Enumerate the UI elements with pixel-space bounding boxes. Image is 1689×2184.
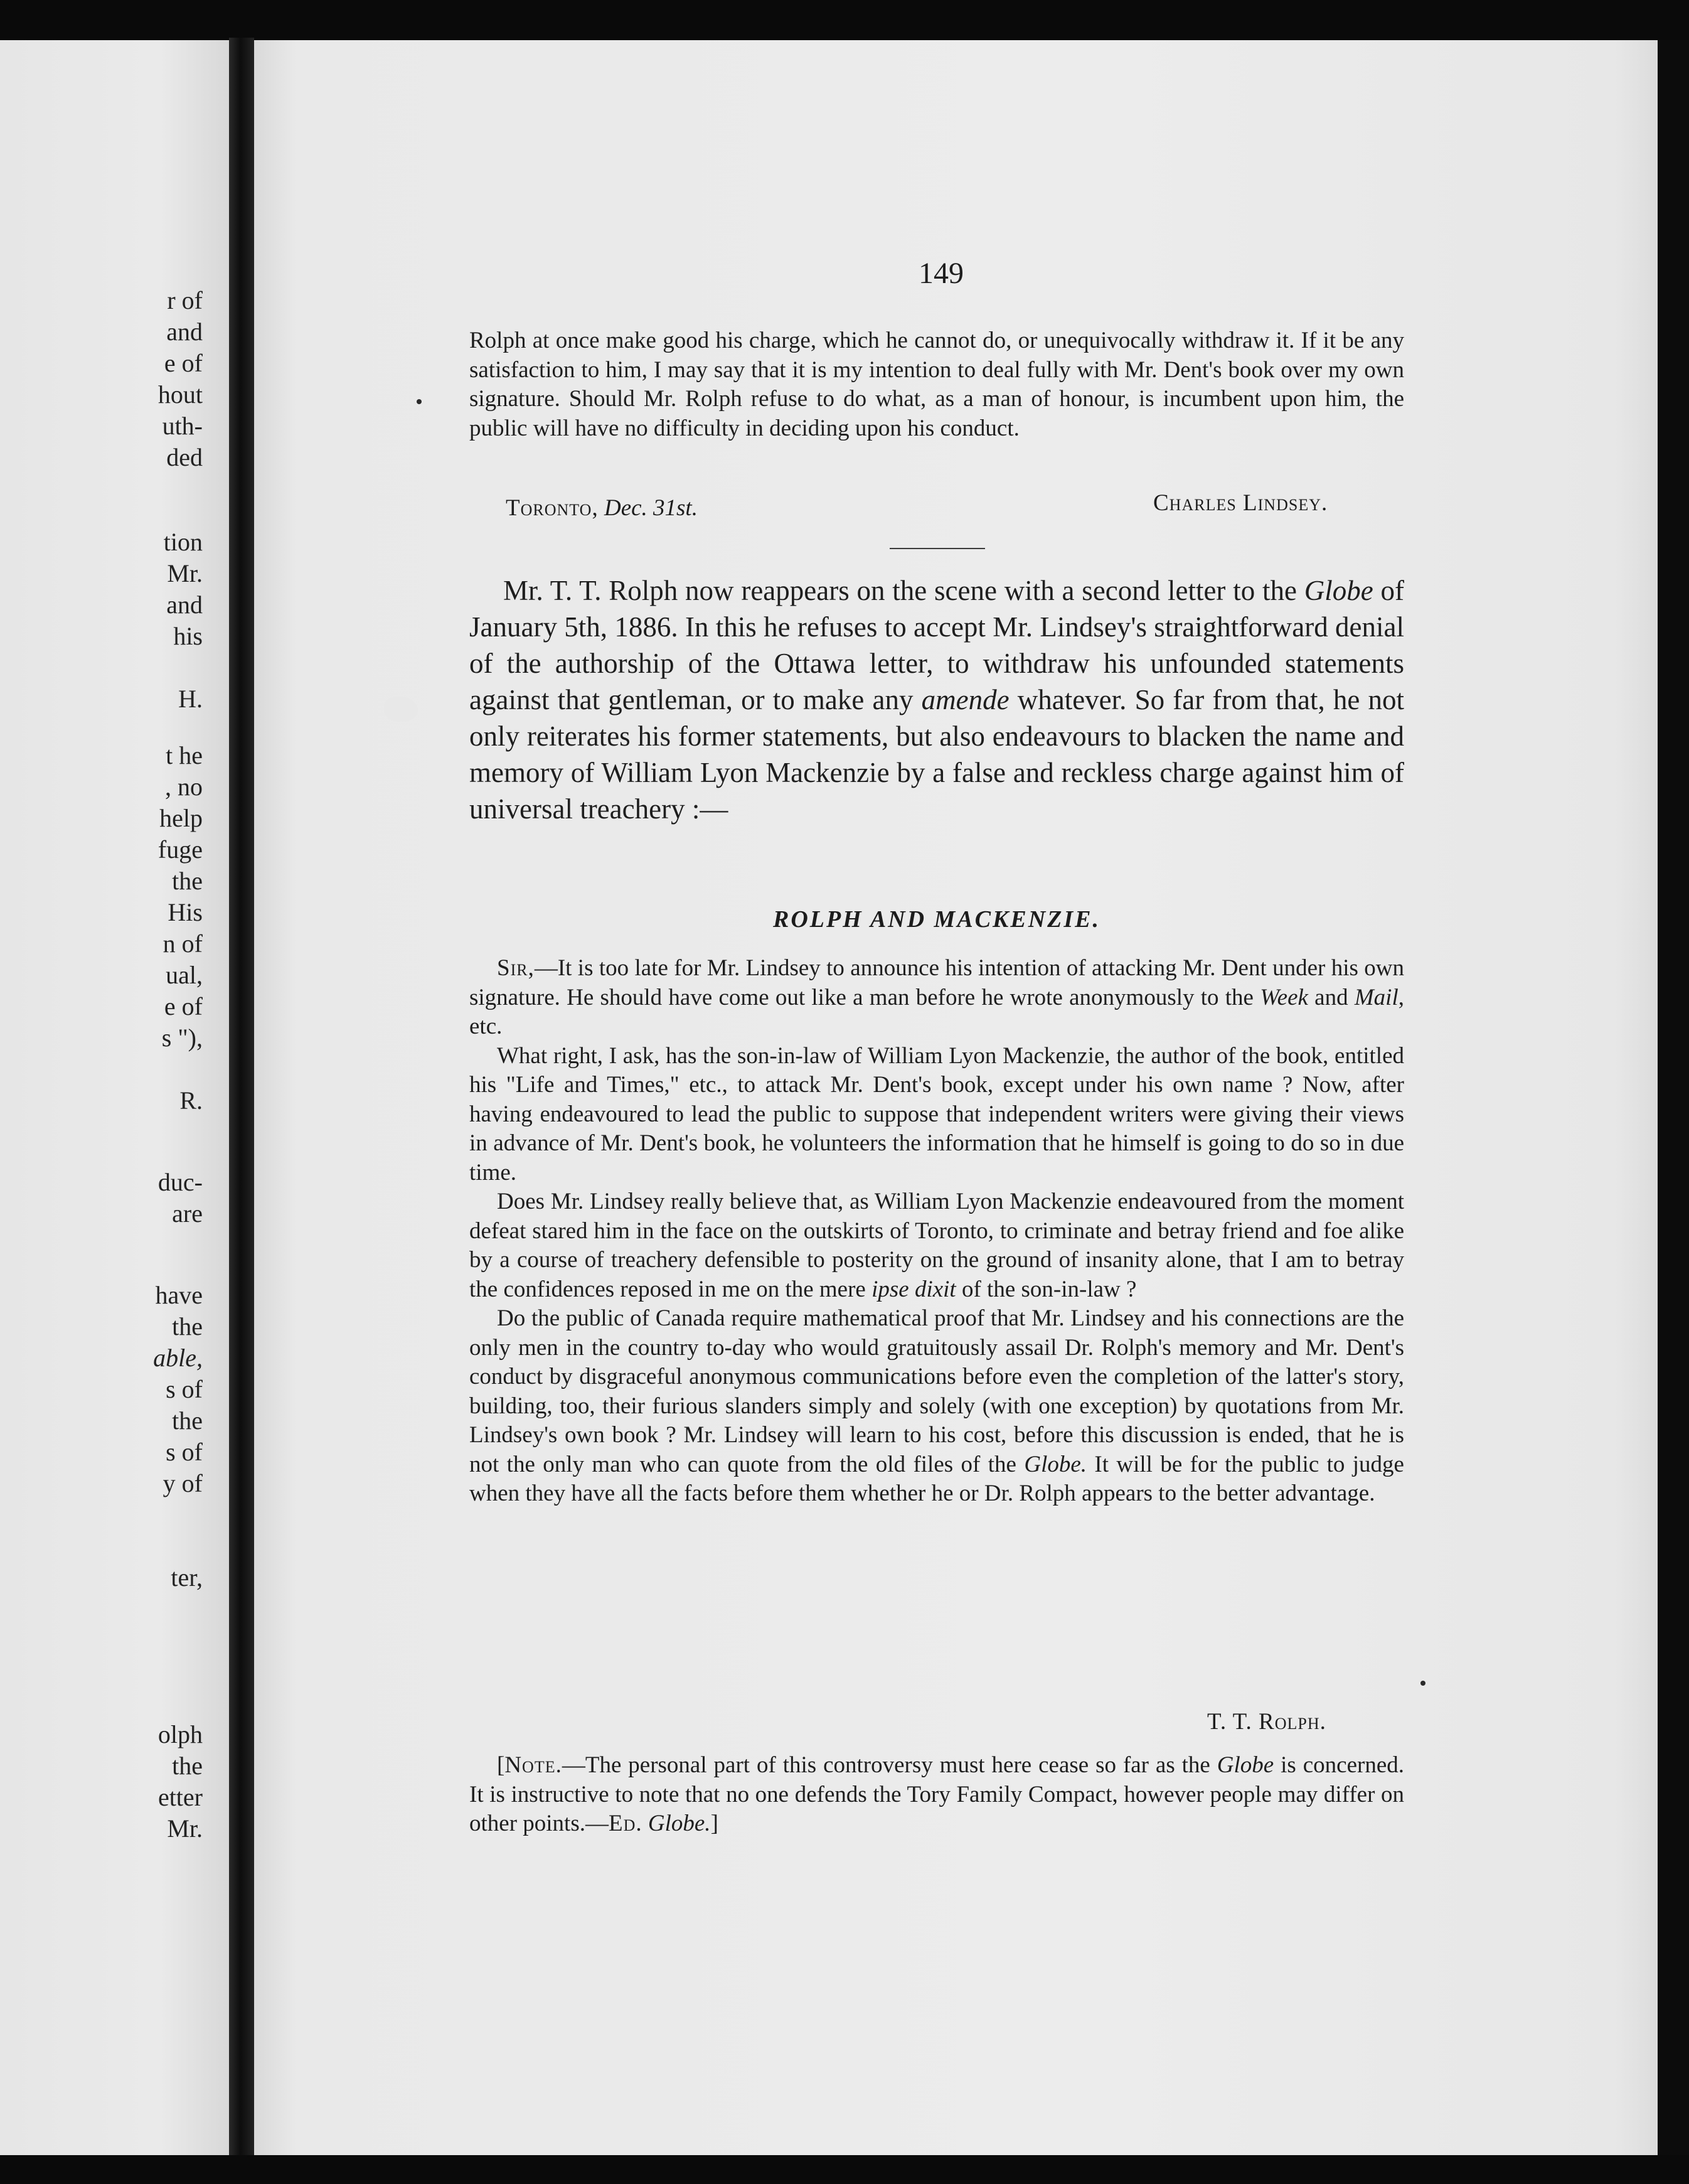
letter-p3-ipse-dixit: ipse dixit xyxy=(871,1276,956,1302)
left-page-text-fragment: duc- xyxy=(157,1168,203,1196)
signature-charles-lindsey: Charles Lindsey. xyxy=(1153,490,1328,516)
scan-border-bottom xyxy=(0,2155,1689,2184)
scan-border-right xyxy=(1658,40,1689,2184)
narrative-block xyxy=(469,572,1404,827)
left-page-text-fragment: the xyxy=(172,1406,203,1435)
left-page-text-fragment: R. xyxy=(179,1086,203,1115)
left-page-text-fragment: Mr. xyxy=(167,1814,203,1843)
left-page-text-fragment: ual, xyxy=(166,961,203,989)
left-page-text-fragment: hout xyxy=(157,380,203,409)
letter-p1-and: and xyxy=(1308,984,1355,1010)
letter-p4-text-b: It will be for the public to judge when they have all the facts before them whether he or Dr. Rolph appears to the better advantage. xyxy=(469,1451,1404,1506)
scan-border-top xyxy=(0,0,1689,40)
note-editor: Ed. xyxy=(608,1811,642,1836)
letter-body xyxy=(469,954,1404,1509)
note-close-bracket: ] xyxy=(710,1811,718,1836)
editor-note xyxy=(469,1751,1404,1839)
opening-paragraph: Rolph at once make good his charge, which he cannot do, or unequivocally withdraw it. If it be any satisfaction to him, I may say that it is my intention to deal fully with Mr. Dent's book over my own signature. Should Mr. Rolph refuse to do what, as a man of honour, is incumbent upon him, the public will have no difficulty in deciding upon his conduct. xyxy=(469,328,1404,441)
left-page-text-fragment: , no xyxy=(165,773,203,801)
left-page-text-fragment: n of xyxy=(163,929,203,958)
left-page-text-fragment: s of xyxy=(166,1438,203,1466)
narrative-amende: amende xyxy=(921,684,1010,715)
left-page-text-fragment: are xyxy=(172,1199,203,1228)
left-page-text-fragment: tion xyxy=(163,528,203,556)
left-page-text-fragment: r of xyxy=(167,286,203,314)
left-facing-page xyxy=(0,40,229,2155)
page-number: 149 xyxy=(919,257,964,290)
letter-p4-globe: Globe. xyxy=(1024,1451,1087,1477)
narrative-globe: Globe xyxy=(1304,575,1373,606)
left-page-text-fragment: fuge xyxy=(157,835,203,864)
note-space xyxy=(642,1811,648,1836)
paper-tab-artifact xyxy=(384,697,418,722)
left-page-text-fragment: H. xyxy=(178,685,203,713)
narrative-text-1: Mr. T. T. Rolph now reappears on the scene with a second letter to the xyxy=(503,575,1304,606)
signature-tt-rolph: T. T. Rolph. xyxy=(1207,1709,1326,1735)
note-label: Note. xyxy=(504,1752,562,1778)
letter-salutation: Sir, xyxy=(497,955,535,981)
left-page-text-fragment: the xyxy=(172,1312,203,1341)
book-gutter xyxy=(229,38,254,2159)
dateline xyxy=(506,495,698,522)
left-page-text-fragment: and xyxy=(166,318,203,346)
note-text-a: —The personal part of this controversy must here cease so far as the xyxy=(562,1752,1217,1778)
letter-paragraph-1 xyxy=(469,954,1404,1042)
dateline-date: Dec. 31st. xyxy=(604,495,698,521)
left-page-text-fragment: have xyxy=(155,1281,203,1309)
left-page-text-fragment: the xyxy=(172,867,203,895)
left-page-text-fragment: able, xyxy=(153,1344,203,1372)
letter-p4-text-a: Do the public of Canada require mathematical proof that Mr. Lindsey and his connections are the only men in the country to-day who would gratuitously assail Dr. Rolph's memory and Mr. Dent's conduct by disgraceful anonymous communications before even the completion of the latter's story, building, too, their furious slanders simply and solely (with one exception) by quotations from Mr. Lindsey's own book ? Mr. Lindsey will learn to his cost, before this discussion is ended, that he is not the only man who can quote from the old files of the xyxy=(469,1305,1404,1477)
letter-p1-week: Week xyxy=(1260,984,1308,1010)
left-page-text-fragment: Mr. xyxy=(167,559,203,587)
speck-artifact xyxy=(1420,1681,1425,1686)
left-page-text-fragment: s of xyxy=(166,1375,203,1403)
letter-p1-text-b: , etc. xyxy=(469,984,1404,1039)
letter-p3-text-b: of the son-in-law ? xyxy=(956,1276,1137,1302)
left-page-text-fragment: etter xyxy=(157,1783,203,1811)
letter-p1-text-a: —It is too late for Mr. Lindsey to announce his intention of attacking Mr. Dent under his own signature. He should have come out like a man before he wrote anonymously to the xyxy=(469,955,1404,1010)
left-page-text-fragment: His xyxy=(168,898,203,926)
left-page-text-fragment: help xyxy=(159,804,203,832)
note-open-bracket: [ xyxy=(497,1752,505,1778)
note-globe-2: Globe. xyxy=(647,1811,711,1836)
left-page-text-fragment: e of xyxy=(164,992,203,1020)
note-globe: Globe xyxy=(1217,1752,1274,1778)
left-page-text-fragment: ded xyxy=(166,443,203,471)
narrative-paragraph xyxy=(469,572,1404,827)
left-page-text-fragment: uth- xyxy=(162,412,203,440)
note-text-b: is concerned. It is instructive to note that no one defends the Tory Family Compact, however people may differ on other points.— xyxy=(469,1752,1404,1836)
left-page-text-fragment: ter, xyxy=(171,1563,203,1592)
letter-heading: ROLPH AND MACKENZIE. xyxy=(772,906,1101,933)
left-page-text-fragment: olph xyxy=(157,1720,203,1748)
left-page-text-fragment: and xyxy=(166,591,203,619)
dateline-place: Toronto, xyxy=(506,495,599,521)
left-page-text-fragment: t he xyxy=(166,741,203,769)
letter-p1-mail: Mail xyxy=(1354,984,1399,1010)
left-page-text-fragment: the xyxy=(172,1752,203,1780)
section-divider xyxy=(890,548,985,549)
speck-artifact xyxy=(417,399,422,404)
letter-paragraph-3 xyxy=(469,1187,1404,1304)
letter-paragraph-2: What right, I ask, has the son-in-law of William Lyon Mackenzie, the author of the book, entitled his "Life and Times," etc., to attack Mr. Dent's book, except under his own name ? Now, after having endeavoured to lead the public to suppose that independent writers were giving their views in advance of Mr. Dent's book, he volunteers the information that he himself is going to do so in due time. xyxy=(469,1042,1404,1186)
left-page-text-fragment: s "), xyxy=(161,1024,203,1052)
left-page-text-fragment: y of xyxy=(163,1469,203,1497)
left-page-text-fragment: his xyxy=(173,622,203,650)
letter-paragraph-4 xyxy=(469,1304,1404,1509)
left-page-text-fragment: e of xyxy=(164,349,203,377)
letter-p3-text-a: Does Mr. Lindsey really believe that, as William Lyon Mackenzie endeavoured from the moment defeat stared him in the face on the outskirts of Toronto, to criminate and betray friend and foe alike by a course of treachery defensible to posterity on the ground of insanity alone, that I am to betray the confidences reposed in me on the mere xyxy=(469,1189,1404,1302)
narrative-text-2: of January 5th, 1886. In this he refuses to accept Mr. Lindsey's straightforward denial of the authorship of the Ottawa letter, to withdraw his unfounded statements against that gentleman, or to make any xyxy=(469,575,1404,715)
editor-note-block xyxy=(469,1751,1404,1839)
narrative-text-3: whatever. So far from that, he not only reiterates his former statements, but also endeavours to blacken the name and memory of William Lyon Mackenzie by a false and reckless charge against him of universal treachery :— xyxy=(469,684,1404,825)
opening-paragraph-block xyxy=(469,326,1404,443)
